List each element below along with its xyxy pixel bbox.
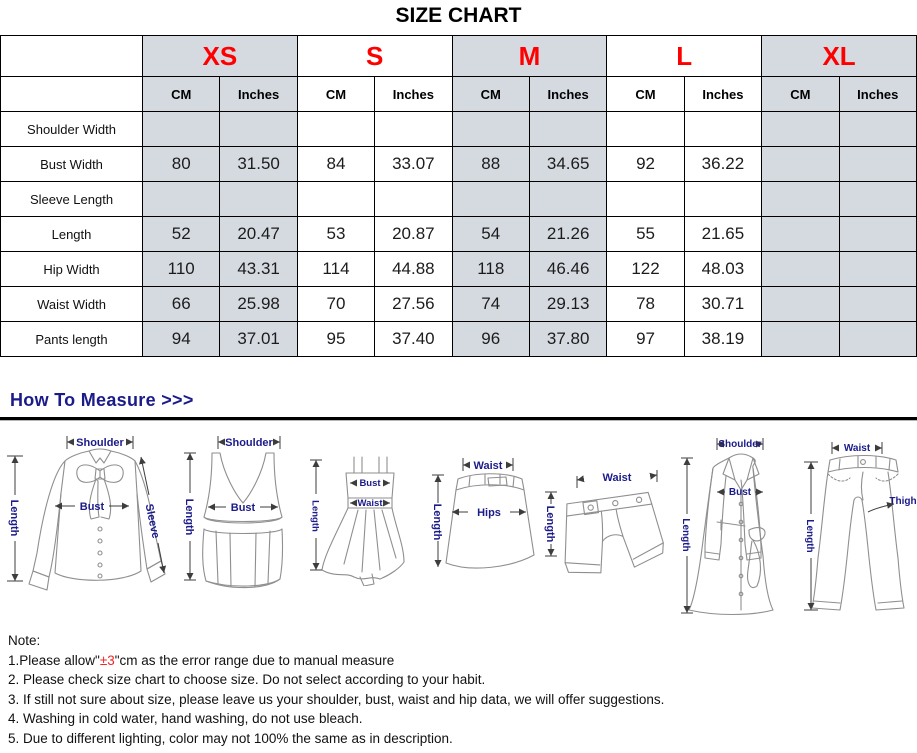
unit-header-row <box>1 77 917 112</box>
length-label: Length <box>183 498 195 536</box>
cell: 55 <box>607 217 684 252</box>
cell <box>839 112 916 147</box>
shorts-drawing <box>557 491 665 577</box>
sleeve-label: Sleeve <box>142 502 162 540</box>
cell: 80 <box>143 147 220 182</box>
pants-figure <box>800 438 917 618</box>
table-row <box>1 322 917 357</box>
cell: 54 <box>452 217 529 252</box>
shorts-figure <box>543 468 665 592</box>
cell <box>143 182 220 217</box>
cell: 70 <box>297 287 374 322</box>
waist-label: Waist <box>357 498 383 509</box>
note-line: 3. If still not sure about size, please leave us your shoulder, bust, waist and hip data, we will offer suggestions. <box>8 691 665 707</box>
note-error-range: ±3 <box>99 652 115 668</box>
length-label: Length <box>431 503 443 541</box>
cell: 37.01 <box>220 322 297 357</box>
pants-drawing <box>812 456 904 611</box>
cell <box>839 147 916 182</box>
corner-cell <box>1 77 143 112</box>
cell: 27.56 <box>375 287 452 322</box>
size-header-m: M <box>452 36 607 77</box>
note-text: 1.Please allow" <box>8 652 100 668</box>
notes-section <box>8 631 664 748</box>
cell <box>762 217 839 252</box>
cell: 36.22 <box>684 147 761 182</box>
cell: 52 <box>143 217 220 252</box>
unit-inches: Inches <box>529 77 606 112</box>
note-line: 2. Please check size chart to choose size. Do not select according to your habit. <box>8 672 486 687</box>
cell <box>607 112 684 147</box>
cell <box>529 112 606 147</box>
table-row <box>1 112 917 147</box>
shorts-measures <box>544 470 657 556</box>
cell: 84 <box>297 147 374 182</box>
cell: 30.71 <box>684 287 761 322</box>
thigh-label: Thigh <box>889 496 917 507</box>
unit-inches: Inches <box>839 77 916 112</box>
table-row <box>1 217 917 252</box>
cell <box>762 287 839 322</box>
size-header-xl: XL <box>762 36 917 77</box>
unit-cm: CM <box>452 77 529 112</box>
cell <box>762 322 839 357</box>
cell <box>529 182 606 217</box>
cell <box>839 287 916 322</box>
table-row <box>1 287 917 322</box>
length-label: Length <box>680 518 691 552</box>
cell <box>762 182 839 217</box>
coat-figure <box>675 434 789 618</box>
row-label: Sleeve Length <box>1 182 143 217</box>
cell: 20.47 <box>220 217 297 252</box>
table-row <box>1 182 917 217</box>
length-label: Length <box>544 505 556 543</box>
cell: 33.07 <box>375 147 452 182</box>
cell <box>452 112 529 147</box>
waist-label: Waist <box>473 460 503 472</box>
waist-label: Waist <box>843 443 871 454</box>
cell: 38.19 <box>684 322 761 357</box>
cell: 21.65 <box>684 217 761 252</box>
size-header-s: S <box>297 36 452 77</box>
note-line: 5. Due to different lighting, color may not 100% the same as in description. <box>8 730 453 746</box>
note-line: 4. Washing in cold water, hand washing, do not use bleach. <box>8 711 363 726</box>
row-label: Hip Width <box>1 252 143 287</box>
cell <box>297 182 374 217</box>
cell: 74 <box>452 287 529 322</box>
cell: 66 <box>143 287 220 322</box>
cell <box>375 182 452 217</box>
dress-drawing <box>322 457 404 586</box>
length-label: Length <box>8 499 20 537</box>
shoulder-label: Shoulder <box>718 439 762 450</box>
table-row <box>1 252 917 287</box>
blouse-figure <box>3 433 175 598</box>
coat-drawing <box>689 454 773 615</box>
row-label: Length <box>1 217 143 252</box>
cell: 118 <box>452 252 529 287</box>
cell <box>143 112 220 147</box>
size-table <box>0 35 917 357</box>
row-label: Waist Width <box>1 287 143 322</box>
cell: 114 <box>297 252 374 287</box>
length-label: Length <box>309 500 321 532</box>
hips-label: Hips <box>477 507 501 519</box>
cell <box>762 147 839 182</box>
cell: 21.26 <box>529 217 606 252</box>
cell: 48.03 <box>684 252 761 287</box>
bust-label: Bust <box>230 502 256 514</box>
cell: 46.46 <box>529 252 606 287</box>
size-header-xs: XS <box>143 36 298 77</box>
cell <box>684 182 761 217</box>
cell <box>452 182 529 217</box>
row-label: Shoulder Width <box>1 112 143 147</box>
unit-cm: CM <box>143 77 220 112</box>
dress-figure <box>308 450 416 586</box>
length-label: Length <box>804 519 815 553</box>
vest-figure <box>180 433 294 598</box>
unit-cm: CM <box>607 77 684 112</box>
cell: 43.31 <box>220 252 297 287</box>
cell: 95 <box>297 322 374 357</box>
note-text: "cm as the error range due to manual measure <box>114 652 395 668</box>
table-row <box>1 147 917 182</box>
skirt-figure <box>430 455 538 577</box>
cell: 44.88 <box>375 252 452 287</box>
cell <box>375 112 452 147</box>
cell <box>220 182 297 217</box>
shoulder-label: Shoulder <box>225 437 273 449</box>
cell <box>220 112 297 147</box>
bust-label: Bust <box>359 478 381 489</box>
cell: 88 <box>452 147 529 182</box>
unit-cm: CM <box>297 77 374 112</box>
notes-heading: Note: <box>8 633 41 648</box>
note-line-1 <box>8 651 664 671</box>
bust-label: Bust <box>728 487 752 498</box>
unit-inches: Inches <box>220 77 297 112</box>
cell: 37.80 <box>529 322 606 357</box>
how-to-measure-heading: How To Measure >>> <box>10 390 194 410</box>
skirt-drawing <box>446 474 534 568</box>
cell <box>839 322 916 357</box>
cell: 20.87 <box>375 217 452 252</box>
cell: 25.98 <box>220 287 297 322</box>
unit-inches: Inches <box>684 77 761 112</box>
bust-label: Bust <box>79 501 105 513</box>
cell: 53 <box>297 217 374 252</box>
cell: 78 <box>607 287 684 322</box>
cell: 92 <box>607 147 684 182</box>
row-label: Bust Width <box>1 147 143 182</box>
cell <box>762 252 839 287</box>
unit-cm: CM <box>762 77 839 112</box>
cell <box>762 112 839 147</box>
cell: 122 <box>607 252 684 287</box>
cell <box>297 112 374 147</box>
page-title: SIZE CHART <box>395 4 522 27</box>
size-header-row <box>1 36 917 77</box>
cell: 94 <box>143 322 220 357</box>
size-header-l: L <box>607 36 762 77</box>
cell: 37.40 <box>375 322 452 357</box>
cell: 97 <box>607 322 684 357</box>
cell <box>684 112 761 147</box>
cell: 29.13 <box>529 287 606 322</box>
waist-label: Waist <box>602 472 632 484</box>
vest-drawing <box>203 453 283 588</box>
unit-inches: Inches <box>375 77 452 112</box>
corner-cell <box>1 36 143 77</box>
divider-line <box>0 417 917 421</box>
row-label: Pants length <box>1 322 143 357</box>
cell: 31.50 <box>220 147 297 182</box>
cell <box>839 252 916 287</box>
shoulder-label: Shoulder <box>76 437 124 449</box>
cell <box>607 182 684 217</box>
cell <box>839 217 916 252</box>
cell: 110 <box>143 252 220 287</box>
cell <box>839 182 916 217</box>
blouse-drawing <box>29 449 165 590</box>
cell: 34.65 <box>529 147 606 182</box>
cell: 96 <box>452 322 529 357</box>
